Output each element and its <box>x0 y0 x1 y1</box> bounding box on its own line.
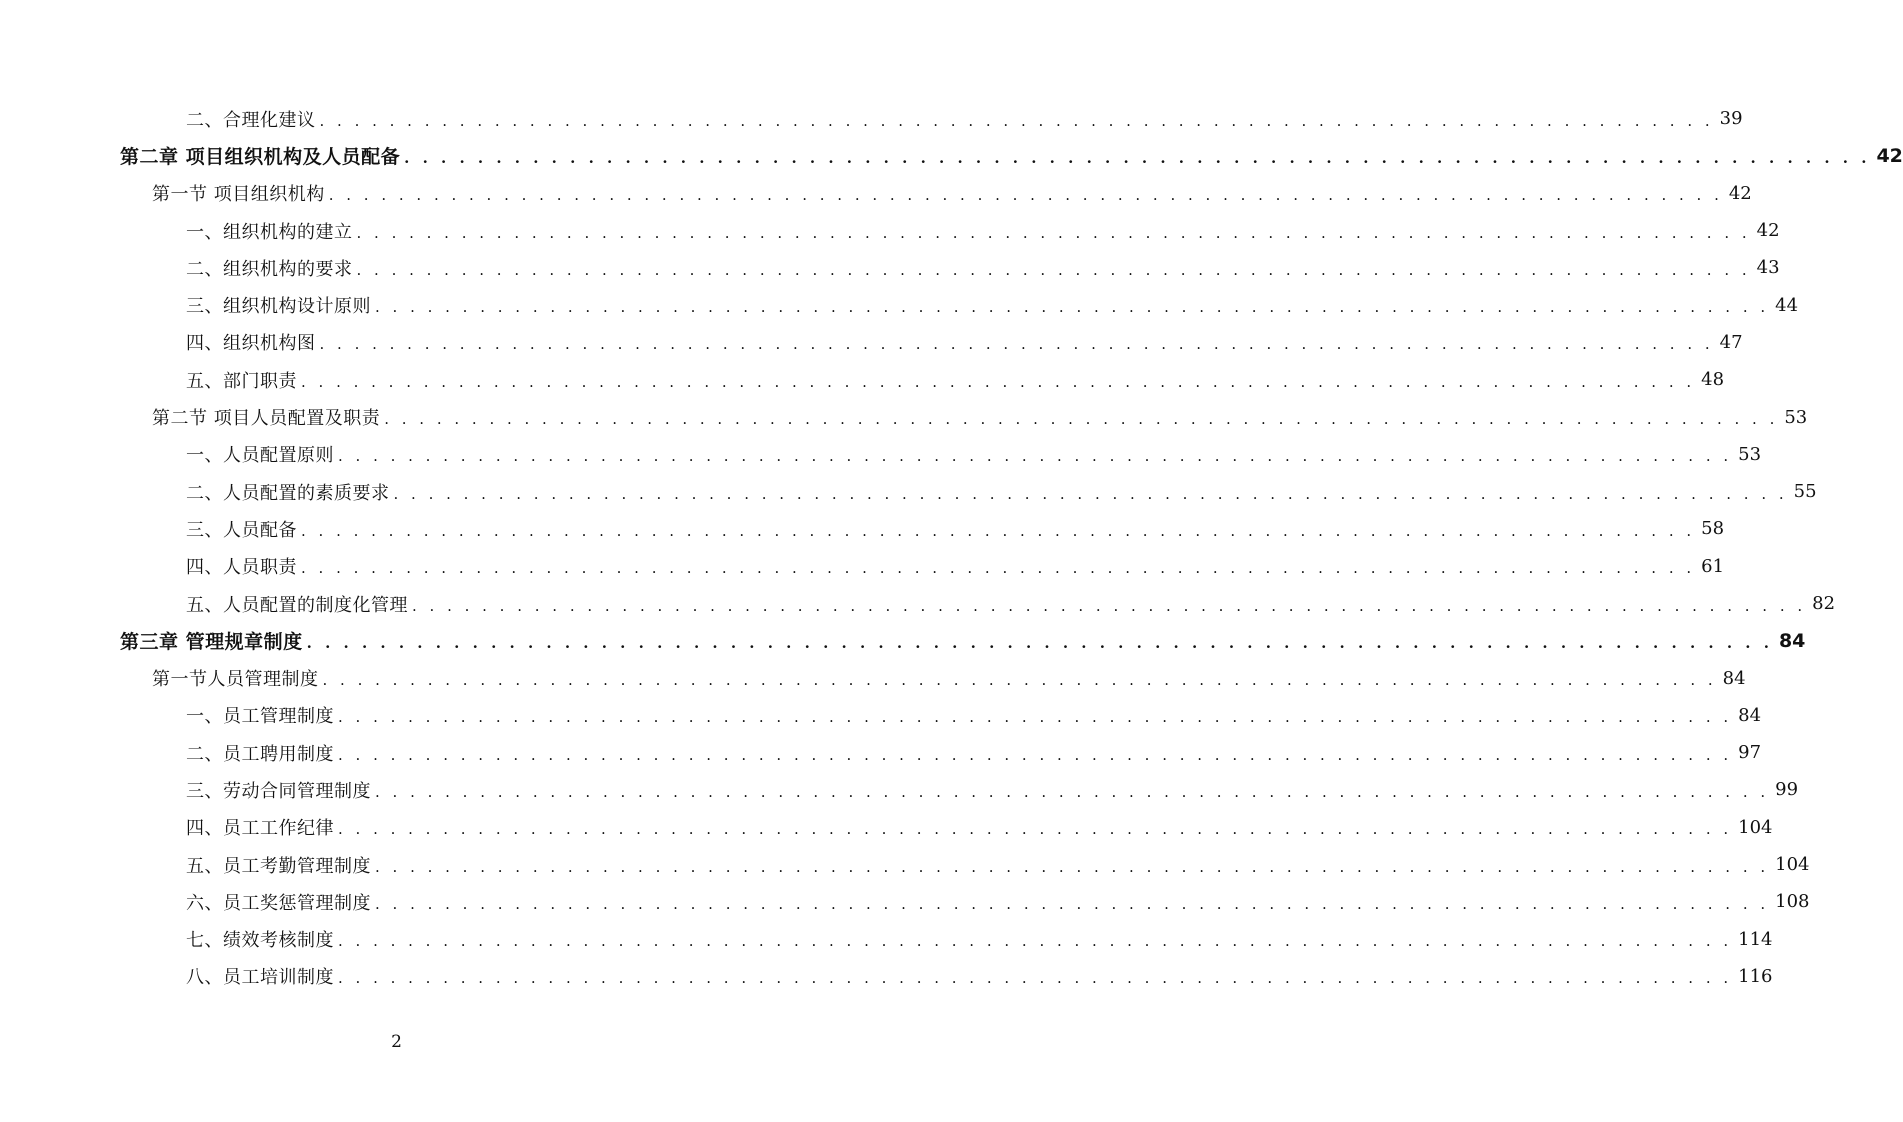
toc-entry[interactable] <box>0 585 1836 622</box>
toc-entry-title: 三、组织机构设计原则 <box>186 296 371 318</box>
toc-entry[interactable] <box>0 100 1743 137</box>
toc-entry[interactable] <box>0 734 1762 771</box>
dot-leader: . . . . . . . . . . . . . . . . . . . . . . . . . . . . . . . . . . . . . . . . . . . . . . . . . . . . . . . . . . . . . . . . . . . . . . . . . . . . . . . . <box>356 223 1751 242</box>
dot-leader: . . . . . . . . . . . . . . . . . . . . . . . . . . . . . . . . . . . . . . . . . . . . . . . . . . . . . . . . . . . . . . . . . . . . . . . . . . . . . . . . <box>319 111 1714 130</box>
toc-entry-page: 104 <box>1775 854 1810 876</box>
toc-entry-title: 一、人员配置原则 <box>186 445 334 467</box>
dot-leader: . . . . . . . . . . . . . . . . . . . . . . . . . . . . . . . . . . . . . . . . . . . . . . . . . . . . . . . . . . . . . . . . . . . . . . . . . . . . . . . . <box>338 820 1733 839</box>
toc-entry-page: 53 <box>1738 443 1762 465</box>
toc-entry-title: 二、员工聘用制度 <box>186 743 334 765</box>
toc-entry[interactable] <box>0 697 1762 734</box>
toc-entry-page: 39 <box>1719 108 1743 130</box>
toc-entry-title: 一、组织机构的建立 <box>186 221 353 243</box>
toc-entry-page: 58 <box>1701 518 1725 540</box>
dot-leader: . . . . . . . . . . . . . . . . . . . . . . . . . . . . . . . . . . . . . . . . . . . . . . . . . . . . . . . . . . . . . . . . . . . . . . . . . . . . . . . . <box>338 447 1733 466</box>
dot-leader: . . . . . . . . . . . . . . . . . . . . . . . . . . . . . . . . . . . . . . . . . . . . . . . . . . . . . . . . . . . . . . . . . . . . . . . . . . . . . . . . <box>338 969 1733 988</box>
toc-entry-page: 114 <box>1738 928 1773 950</box>
page-number: 2 <box>391 1032 402 1052</box>
dot-leader: . . . . . . . . . . . . . . . . . . . . . . . . . . . . . . . . . . . . . . . . . . . . . . . . . . . . . . . . . . . . . . . . . . . . . . . . . . . . . . . . <box>306 633 1773 652</box>
dot-leader: . . . . . . . . . . . . . . . . . . . . . . . . . . . . . . . . . . . . . . . . . . . . . . . . . . . . . . . . . . . . . . . . . . . . . . . . . . . . . . . . <box>375 782 1770 801</box>
toc-entry-page: 97 <box>1738 742 1762 764</box>
dot-leader: . . . . . . . . . . . . . . . . . . . . . . . . . . . . . . . . . . . . . . . . . . . . . . . . . . . . . . . . . . . . . . . . . . . . . . . . . . . . . . . . <box>384 410 1779 429</box>
dot-leader: . . . . . . . . . . . . . . . . . . . . . . . . . . . . . . . . . . . . . . . . . . . . . . . . . . . . . . . . . . . . . . . . . . . . . . . . . . . . . . . . <box>301 559 1696 578</box>
dot-leader: . . . . . . . . . . . . . . . . . . . . . . . . . . . . . . . . . . . . . . . . . . . . . . . . . . . . . . . . . . . . . . . . . . . . . . . . . . . . . . . . <box>356 260 1751 279</box>
toc-entry-page: 42 <box>1756 220 1780 242</box>
toc-entry-title: 三、人员配备 <box>186 519 297 541</box>
toc-entry-page: 84 <box>1722 667 1746 689</box>
toc-entry-title: 第三章 管理规章制度 <box>120 631 303 654</box>
toc-entry[interactable] <box>0 846 1810 883</box>
toc-entry-title: 八、员工培训制度 <box>186 967 334 989</box>
dot-leader: . . . . . . . . . . . . . . . . . . . . . . . . . . . . . . . . . . . . . . . . . . . . . . . . . . . . . . . . . . . . . . . . . . . . . . . . . . . . . . . . <box>301 521 1696 540</box>
toc-entry[interactable] <box>0 659 1746 696</box>
toc-entry-title: 二、合理化建议 <box>186 109 316 131</box>
dot-leader: . . . . . . . . . . . . . . . . . . . . . . . . . . . . . . . . . . . . . . . . . . . . . . . . . . . . . . . . . . . . . . . . . . . . . . . . . . . . . . . . <box>393 484 1788 503</box>
dot-leader: . . . . . . . . . . . . . . . . . . . . . . . . . . . . . . . . . . . . . . . . . . . . . . . . . . . . . . . . . . . . . . . . . . . . . . . . . . . . . . . . <box>328 186 1723 205</box>
toc-entry[interactable] <box>0 286 1799 323</box>
dot-leader: . . . . . . . . . . . . . . . . . . . . . . . . . . . . . . . . . . . . . . . . . . . . . . . . . . . . . . . . . . . . . . . . . . . . . . . . . . . . . . . . <box>375 857 1770 876</box>
dot-leader: . . . . . . . . . . . . . . . . . . . . . . . . . . . . . . . . . . . . . . . . . . . . . . . . . . . . . . . . . . . . . . . . . . . . . . . . . . . . . . . . <box>375 894 1770 913</box>
dot-leader: . . . . . . . . . . . . . . . . . . . . . . . . . . . . . . . . . . . . . . . . . . . . . . . . . . . . . . . . . . . . . . . . . . . . . . . . . . . . . . . . <box>319 335 1714 354</box>
toc-entry-title: 四、组织机构图 <box>186 333 316 355</box>
toc-entry[interactable] <box>0 212 1780 249</box>
toc-entry-page: 42 <box>1728 182 1752 204</box>
toc-entry-page: 104 <box>1738 816 1773 838</box>
toc-entry-page: 55 <box>1793 481 1817 503</box>
dot-leader: . . . . . . . . . . . . . . . . . . . . . . . . . . . . . . . . . . . . . . . . . . . . . . . . . . . . . . . . . . . . . . . . . . . . . . . . . . . . . . . . <box>338 745 1733 764</box>
toc-entry-page: 84 <box>1738 704 1762 726</box>
toc-entry-title: 一、员工管理制度 <box>186 706 334 728</box>
dot-leader: . . . . . . . . . . . . . . . . . . . . . . . . . . . . . . . . . . . . . . . . . . . . . . . . . . . . . . . . . . . . . . . . . . . . . . . . . . . . . . . . <box>338 932 1733 951</box>
dot-leader: . . . . . . . . . . . . . . . . . . . . . . . . . . . . . . . . . . . . . . . . . . . . . . . . . . . . . . . . . . . . . . . . . . . . . . . . . . . . . . . . <box>301 372 1696 391</box>
toc-entry[interactable] <box>0 809 1773 846</box>
toc-entry-title: 四、员工工作纪律 <box>186 818 334 840</box>
dot-leader: . . . . . . . . . . . . . . . . . . . . . . . . . . . . . . . . . . . . . . . . . . . . . . . . . . . . . . . . . . . . . . . . . . . . . . . . . . . . . . . . <box>338 708 1733 727</box>
toc-entry-title: 第二节 项目人员配置及职责 <box>152 408 381 430</box>
toc-entry[interactable] <box>0 473 1817 510</box>
toc-entry-page: 61 <box>1701 555 1725 577</box>
toc-entry-title: 第二章 项目组织机构及人员配备 <box>120 146 401 169</box>
toc-entry[interactable] <box>0 548 1725 585</box>
toc-entry-title: 五、部门职责 <box>186 370 297 392</box>
toc-entry-title: 第一节人员管理制度 <box>152 669 319 691</box>
toc-entry[interactable] <box>0 921 1773 958</box>
toc-entry[interactable] <box>0 398 1808 435</box>
toc-entry-title: 二、组织机构的要求 <box>186 258 353 280</box>
toc-entry[interactable] <box>0 324 1743 361</box>
toc-entry-page: 53 <box>1784 406 1808 428</box>
toc-entry[interactable] <box>0 883 1810 920</box>
toc-entry[interactable] <box>0 249 1780 286</box>
dot-leader: . . . . . . . . . . . . . . . . . . . . . . . . . . . . . . . . . . . . . . . . . . . . . . . . . . . . . . . . . . . . . . . . . . . . . . . . . . . . . . . . <box>412 596 1807 615</box>
toc-entry-title: 二、人员配置的素质要求 <box>186 482 390 504</box>
toc-entry[interactable] <box>0 175 1752 212</box>
toc-entry[interactable] <box>0 361 1725 398</box>
toc-entry-page: 48 <box>1701 369 1725 391</box>
toc-entry-title: 五、员工考勤管理制度 <box>186 855 371 877</box>
toc-entry[interactable] <box>0 958 1773 995</box>
toc-entry[interactable] <box>0 510 1725 547</box>
toc-entry-page: 82 <box>1812 593 1836 614</box>
toc-entry-title: 第一节 项目组织机构 <box>152 184 325 206</box>
toc-entry[interactable] <box>0 137 1903 174</box>
toc-entry-page: 108 <box>1775 891 1810 913</box>
dot-leader: . . . . . . . . . . . . . . . . . . . . . . . . . . . . . . . . . . . . . . . . . . . . . . . . . . . . . . . . . . . . . . . . . . . . . . . . . . . . . . . . <box>375 298 1770 317</box>
toc-entry-page: 99 <box>1775 779 1799 801</box>
toc-entry[interactable] <box>0 622 1806 659</box>
toc-entry-page: 43 <box>1756 257 1780 279</box>
toc-entry-title: 七、绩效考核制度 <box>186 930 334 952</box>
table-of-contents <box>0 100 1903 995</box>
dot-leader: . . . . . . . . . . . . . . . . . . . . . . . . . . . . . . . . . . . . . . . . . . . . . . . . . . . . . . . . . . . . . . . . . . . . . . . . . . . . . . . . <box>404 148 1871 167</box>
toc-entry-page: 44 <box>1775 294 1799 316</box>
toc-entry[interactable] <box>0 436 1762 473</box>
toc-entry-title: 四、人员职责 <box>186 557 297 579</box>
toc-entry-title: 三、劳动合同管理制度 <box>186 780 371 802</box>
toc-entry-page: 116 <box>1738 965 1773 987</box>
toc-entry-title: 六、员工奖惩管理制度 <box>186 892 371 914</box>
toc-entry-page: 42 <box>1876 144 1903 167</box>
dot-leader: . . . . . . . . . . . . . . . . . . . . . . . . . . . . . . . . . . . . . . . . . . . . . . . . . . . . . . . . . . . . . . . . . . . . . . . . . . . . . . . . <box>322 671 1717 690</box>
toc-entry-page: 47 <box>1719 331 1743 353</box>
toc-entry[interactable] <box>0 771 1799 808</box>
toc-entry-title: 五、人员配置的制度化管理 <box>186 594 408 616</box>
toc-entry-page: 84 <box>1778 629 1806 652</box>
